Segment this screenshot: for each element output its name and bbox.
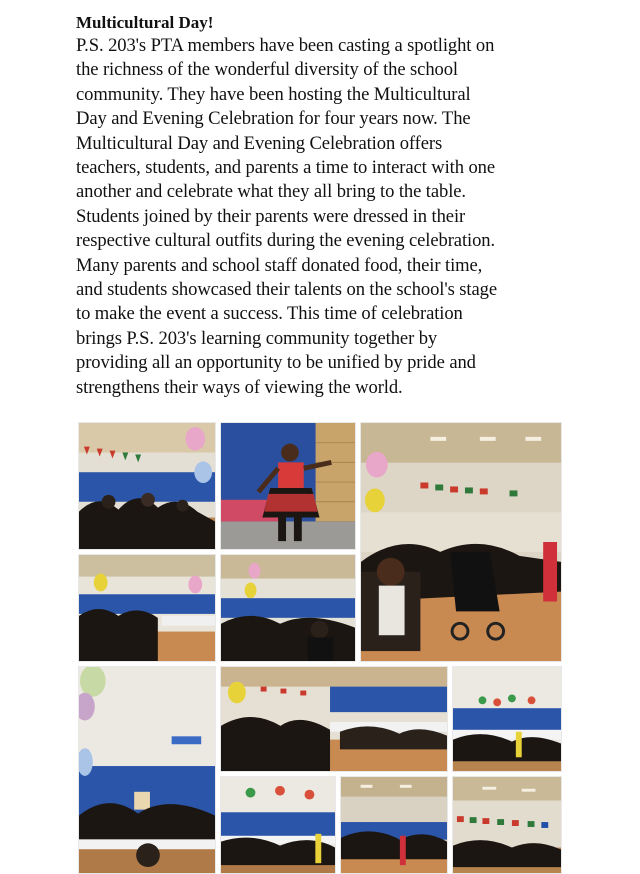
photo-gym-crowd (78, 554, 216, 662)
photo-gym-bottom-left (220, 776, 336, 874)
photo-collage (78, 422, 562, 874)
photo-food-tables (78, 666, 216, 874)
photo-gym-balloons (78, 422, 216, 550)
article-line: to make the event a success. This time of celebration (76, 303, 463, 325)
article-line: Multicultural Day and Evening Celebration offers (76, 132, 443, 154)
article-line: Day and Evening Celebration for four years now. The (76, 108, 471, 130)
photo-gym-right (452, 666, 562, 772)
article-line: respective cultural outfits during the evening celebration. (76, 230, 496, 252)
photo-gym-flags (452, 776, 562, 874)
article-line: another and celebrate what they all bring to the table. (76, 181, 466, 203)
photo-gym-tables (220, 554, 356, 662)
photo-gym-bottom-center (340, 776, 448, 874)
article-line: strengthens their ways of viewing the world. (76, 376, 403, 398)
article-line: teachers, students, and parents a time to interact with one (76, 157, 496, 179)
article-line: community. They have been hosting the Multicultural (76, 83, 471, 105)
article-body (76, 34, 576, 400)
article (76, 12, 576, 400)
article-line: the richness of the wonderful diversity of the school (76, 59, 458, 81)
article-line: brings P.S. 203's learning community together by (76, 327, 438, 349)
article-line: and students showcased their talents on the school's stage (76, 279, 497, 301)
photo-gym-stroller (360, 422, 562, 662)
article-line: providing all an opportunity to be unified by pride and (76, 352, 476, 374)
article-line: Students joined by their parents were dressed in their (76, 205, 466, 227)
article-line: Many parents and school staff donated food, their time, (76, 254, 483, 276)
article-title: Multicultural Day! (76, 13, 214, 32)
article-line: P.S. 203's PTA members have been casting a spotlight on (76, 35, 495, 56)
photo-gym-yellow-balloon (220, 666, 448, 772)
photo-girl-dancing (220, 422, 356, 550)
